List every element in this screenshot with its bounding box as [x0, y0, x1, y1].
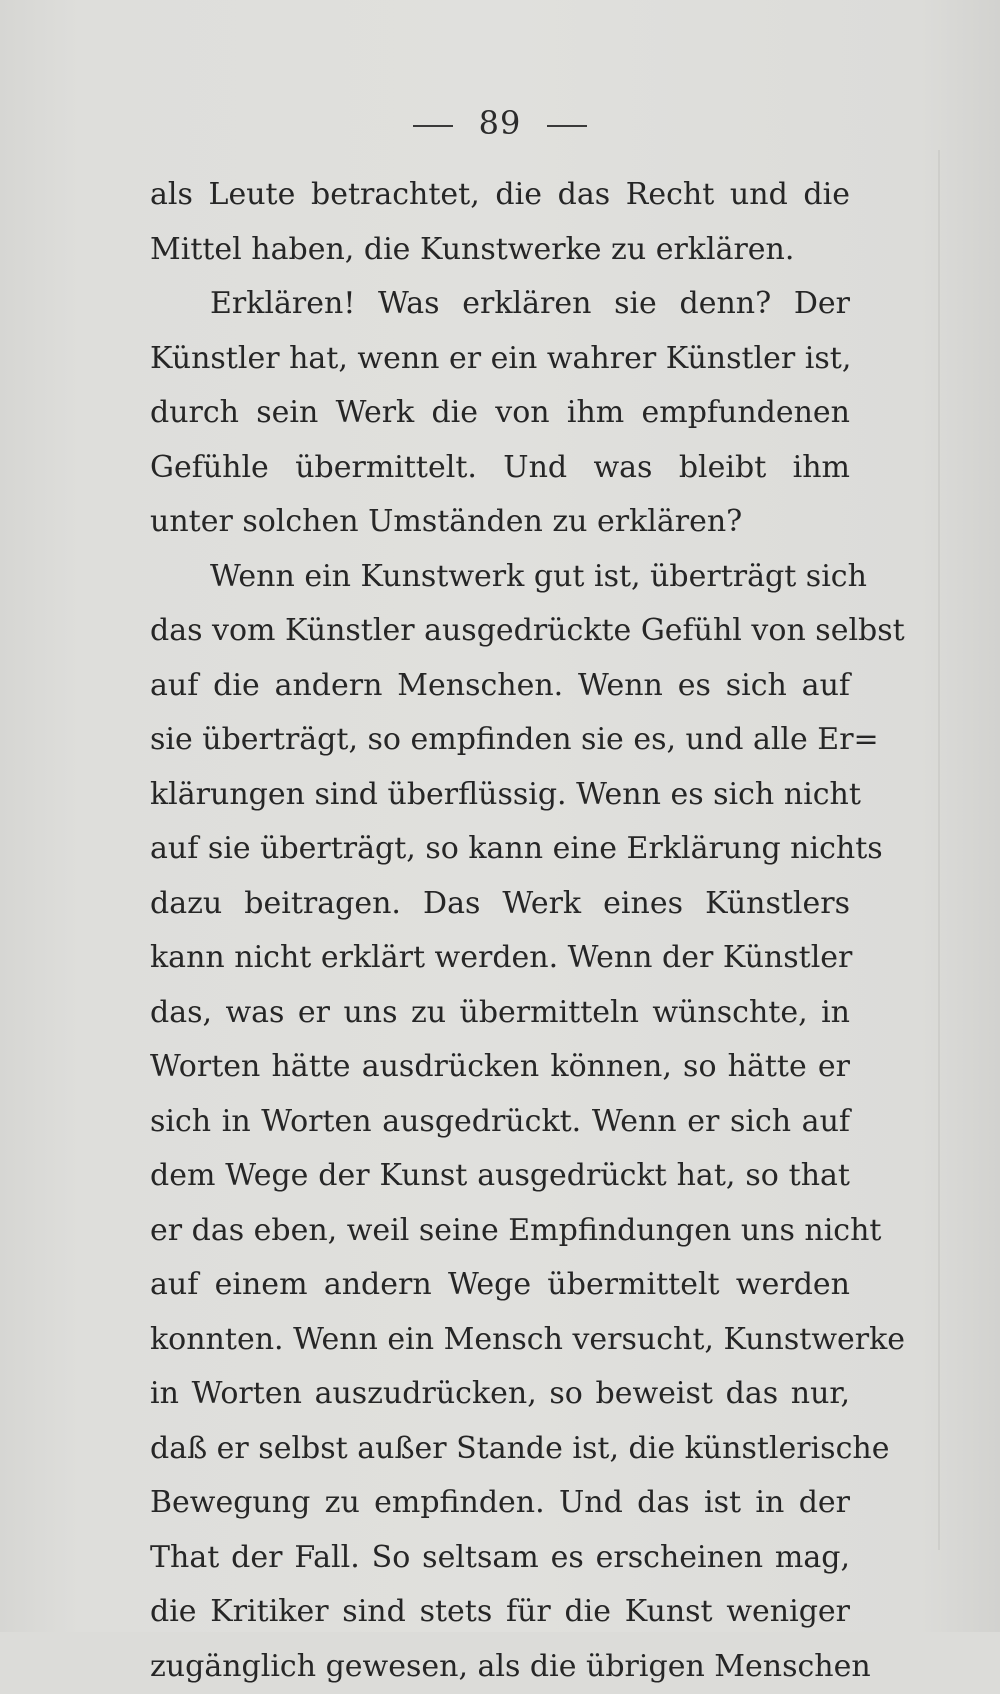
- text-line: Gefühle übermittelt. Und was bleibt ihm: [150, 441, 850, 496]
- text-line: Mittel haben, die Kunstwerke zu erklären.: [150, 223, 850, 278]
- text-line: das vom Künstler ausgedrückte Gefühl von selbst: [150, 604, 850, 659]
- text-line: daß er selbst außer Stande ist, die künstlerische: [150, 1422, 850, 1477]
- page-number: 89: [479, 104, 522, 142]
- text-line: durch sein Werk die von ihm empfundenen: [150, 386, 850, 441]
- page-edge-shadow: [938, 150, 940, 1550]
- text-line: er das eben, weil seine Empfindungen uns nicht: [150, 1204, 850, 1259]
- text-line: auf einem andern Wege übermittelt werden: [150, 1258, 850, 1313]
- text-line: als Leute betrachtet, die das Recht und die: [150, 168, 850, 223]
- text-line: zugänglich gewesen, als die übrigen Menschen: [150, 1640, 850, 1694]
- text-line: unter solchen Umständen zu erklären?: [150, 495, 850, 550]
- text-line: That der Fall. So seltsam es erscheinen mag,: [150, 1531, 850, 1586]
- page-header: [0, 104, 1000, 142]
- header-dash-left: [413, 125, 453, 127]
- header-dash-right: [547, 125, 587, 127]
- text-line: klärungen sind überflüssig. Wenn es sich nicht: [150, 768, 850, 823]
- text-line: kann nicht erklärt werden. Wenn der Künstler: [150, 931, 850, 986]
- text-line: dem Wege der Kunst ausgedrückt hat, so that: [150, 1149, 850, 1204]
- text-line: in Worten auszudrücken, so beweist das nur,: [150, 1367, 850, 1422]
- text-line: dazu beitragen. Das Werk eines Künstlers: [150, 877, 850, 932]
- text-line: Künstler hat, wenn er ein wahrer Künstler ist,: [150, 332, 850, 387]
- text-line: auf die andern Menschen. Wenn es sich auf: [150, 659, 850, 714]
- text-line: die Kritiker sind stets für die Kunst weniger: [150, 1585, 850, 1640]
- text-line: sich in Worten ausgedrückt. Wenn er sich auf: [150, 1095, 850, 1150]
- text-line: sie überträgt, so empfinden sie es, und alle Er=: [150, 713, 850, 768]
- text-line: Erklären! Was erklären sie denn? Der: [150, 277, 850, 332]
- text-line: Bewegung zu empfinden. Und das ist in der: [150, 1476, 850, 1531]
- text-line: auf sie überträgt, so kann eine Erklärung nichts: [150, 822, 850, 877]
- text-line: Wenn ein Kunstwerk gut ist, überträgt sich: [150, 550, 850, 605]
- text-line: konnten. Wenn ein Mensch versucht, Kunstwerke: [150, 1313, 850, 1368]
- text-line: Worten hätte ausdrücken können, so hätte er: [150, 1040, 850, 1095]
- body-text: [150, 168, 850, 1694]
- text-line: das, was er uns zu übermitteln wünschte, in: [150, 986, 850, 1041]
